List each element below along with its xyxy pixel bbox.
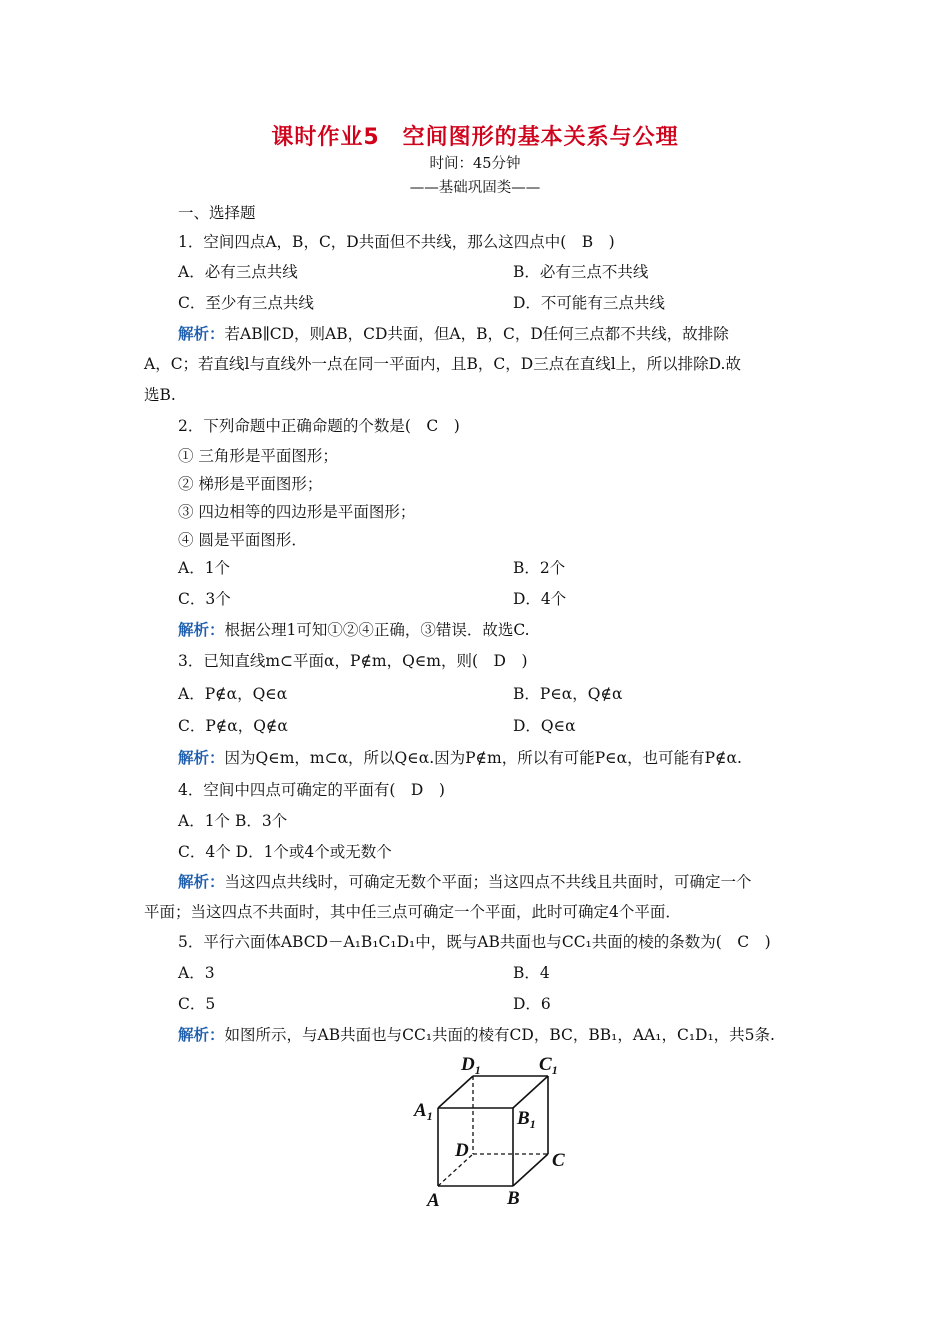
q1-solution xyxy=(178,322,729,344)
q2-solution-line-1: 根据公理1可知①②④正确，③错误．故选C. xyxy=(224,621,530,639)
q2-item-1: ① 三角形是平面图形； xyxy=(178,447,338,465)
q5-stem: 5．平行六面体ABCD－A₁B₁C₁D₁中，既与AB共面也与CC₁共面的棱的条数为( C ) xyxy=(178,933,771,951)
q3-option-c: C．P∉α，Q∉α xyxy=(178,717,288,735)
q1-option-b: B．必有三点不共线 xyxy=(513,263,649,281)
label-b1: $B_1$ xyxy=(517,1108,536,1131)
q2-option-d: D．4个 xyxy=(513,590,567,608)
q2-option-a: A．1个 xyxy=(178,559,231,577)
label-c: C xyxy=(552,1150,565,1171)
q3-option-a: A．P∉α，Q∈α xyxy=(178,685,288,703)
q5-solution-line-1: 如图所示，与AB共面也与CC₁共面的棱有CD，BC，BB₁，AA₁，C₁D₁，共5条. xyxy=(224,1026,775,1044)
q4-solution-line-1: 当这四点共线时，可确定无数个平面；当这四点不共线且共面时，可确定一个 xyxy=(224,873,752,891)
q5-option-a: A．3 xyxy=(178,964,215,982)
q3-stem: 3．已知直线m⊂平面α，P∉m，Q∈m，则( D ) xyxy=(178,652,528,670)
label-d1: $D_1$ xyxy=(461,1054,481,1077)
q5-option-b: B．4 xyxy=(513,964,550,982)
label-b: B xyxy=(507,1188,520,1209)
page-title: 课时作业5 空间图形的基本关系与公理 xyxy=(271,125,679,150)
q2-item-2: ② 梯形是平面图形； xyxy=(178,475,323,493)
q1-option-a: A．必有三点共线 xyxy=(178,263,298,281)
edge-a1d1 xyxy=(438,1076,473,1108)
label-c1: $C_1$ xyxy=(539,1054,558,1077)
q2-item-3: ③ 四边相等的四边形是平面图形； xyxy=(178,503,416,521)
solution-label: 解析： xyxy=(178,324,225,343)
solution-label: 解析： xyxy=(178,872,225,891)
q2-solution xyxy=(178,618,530,640)
q3-solution-line-1: 因为Q∈m，m⊂α，所以Q∈α.因为P∉m，所以有可能P∈α，也可能有P∉α. xyxy=(224,749,742,767)
q1-option-d: D．不可能有三点共线 xyxy=(513,294,665,312)
q4-solution-line-2: 平面；当这四点不共面时，其中任三点可确定一个平面，此时可确定4个平面． xyxy=(144,903,681,921)
q2-option-b: B．2个 xyxy=(513,559,566,577)
label-d: D xyxy=(455,1140,469,1161)
parallelepiped-figure xyxy=(405,1052,585,1212)
q5-option-d: D．6 xyxy=(513,995,551,1013)
q1-solution-line-1: 若AB∥CD，则AB，CD共面，但A，B，C，D任何三点都不共线，故排除 xyxy=(224,325,729,343)
q4-solution xyxy=(178,870,752,892)
category-heading: ——基础巩固类—— xyxy=(409,180,541,196)
q3-option-d: D．Q∈α xyxy=(513,717,576,735)
q4-stem: 4．空间中四点可确定的平面有( D ) xyxy=(178,781,445,799)
q3-option-b: B．P∈α，Q∉α xyxy=(513,685,623,703)
edge-bc xyxy=(513,1154,548,1186)
q4-options-cd: C．4个 D．1个或4个或无数个 xyxy=(178,843,392,861)
section-heading: 一、选择题 xyxy=(178,204,256,222)
q4-options-ab: A．1个 B．3个 xyxy=(178,812,288,830)
q2-stem: 2．下列命题中正确命题的个数是( C ) xyxy=(178,417,460,435)
solution-label: 解析： xyxy=(178,620,225,639)
q5-solution xyxy=(178,1023,775,1045)
q1-stem: 1．空间四点A，B，C，D共面但不共线，那么这四点中( B ) xyxy=(178,233,615,251)
q3-solution xyxy=(178,746,742,768)
q5-option-c: C．5 xyxy=(178,995,216,1013)
edge-b1c1 xyxy=(513,1076,548,1108)
q2-item-4: ④ 圆是平面图形． xyxy=(178,531,307,549)
q1-solution-line-3: 选B. xyxy=(144,386,176,404)
q1-option-c: C．至少有三点共线 xyxy=(178,294,314,312)
q1-solution-line-2: A，C；若直线l与直线外一点在同一平面内，且B，C，D三点在直线l上，所以排除D.故 xyxy=(144,355,741,373)
q2-option-c: C．3个 xyxy=(178,590,231,608)
solution-label: 解析： xyxy=(178,748,225,767)
label-a: A xyxy=(427,1190,440,1211)
solution-label: 解析： xyxy=(178,1025,225,1044)
label-a1: $A_1$ xyxy=(414,1100,433,1123)
time-limit: 时间：45分钟 xyxy=(429,156,521,172)
